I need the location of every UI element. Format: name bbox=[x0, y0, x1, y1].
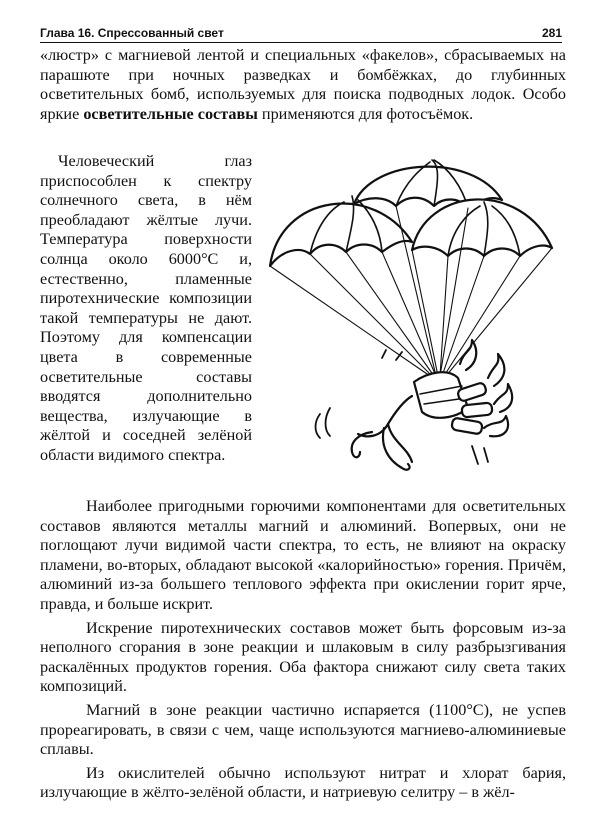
float-text: Человеческий глаз приспособлен к спектру солнечного света, в нём преобладают жёлтые лучи. Температура поверхности солнца около 6000°С и, естественно, пламенные пиротехнические композиции такой температуры не дают. Поэтому для компенсации цвета в современные осветительные составы вводятся дополнительно вещества, излучающие в жёлтой и соседней зелёной области видимого спектра. bbox=[40, 152, 252, 464]
intro-after-bold: применяются для фотосъёмок. bbox=[257, 104, 474, 123]
parachute-flare-illustration bbox=[262, 146, 562, 486]
paragraph-3: Магний в зоне реакции частично испаряется (1100°С), не успев прореагировать, в связи с чем, чаще используются магниево-алюминиевые сплавы. bbox=[40, 700, 566, 759]
paragraph-1: Наиболее пригодными горючими компонентами для осветительных составов являются металлы магний и алюминий. Вопервых, они не поглощают лучи видимой части спектра, то есть, не влияют на окраску пламени, во-вторых, обладают высокой «калорийностью» горения. Причём, алюминий из-за большего теплового эффекта при окислении горит ярче, правда, и больше искрит. bbox=[40, 497, 566, 613]
chapter-title: Глава 16. Спрессованный свет bbox=[40, 26, 224, 40]
intro-before-bold: «люстр» с магниевой лентой и специальных «факелов», сбрасываемых на парашюте при ночных разведках и бомбёжках, до глубинных осветительных бомб, используемых для поиска подводных лодок. Особо яркие bbox=[40, 46, 566, 123]
parachute-canopy-left-icon bbox=[270, 196, 412, 266]
page-number: 281 bbox=[541, 26, 562, 40]
intro-text bbox=[40, 46, 566, 124]
floated-paragraph bbox=[40, 152, 252, 466]
flare-bundle-icon bbox=[414, 340, 512, 436]
parachute-canopy-right-icon bbox=[412, 199, 552, 256]
intro-paragraph bbox=[40, 46, 566, 124]
bold-term: осветительные составы bbox=[83, 104, 258, 123]
body-paragraphs bbox=[40, 497, 566, 803]
paragraph-2: Искрение пиротехнических составов может быть форсовым из-за неполного сгорания в зоне реакции и шлаковым в силу разбрызгивания раскалённых продуктов горения. Оба фактора снижают силу света таких композиций. bbox=[40, 618, 566, 696]
paragraph-4: Из окислителей обычно используют нитрат и хлорат бария, излучающие в жёлто-зелёной области, и натриевую селитру – в жёл- bbox=[40, 763, 566, 802]
running-header bbox=[40, 26, 562, 43]
flare-figure-icon bbox=[352, 396, 412, 470]
